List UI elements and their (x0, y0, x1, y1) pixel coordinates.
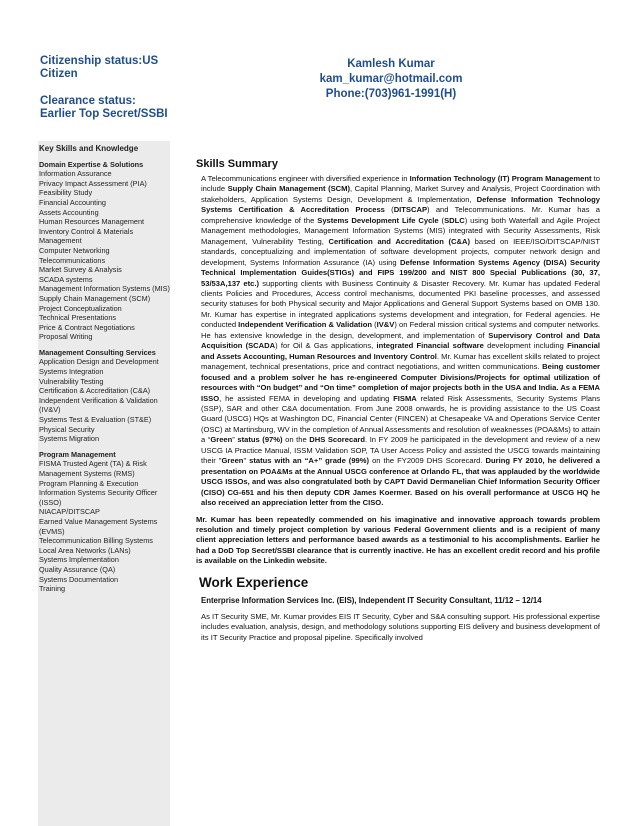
status-block (40, 55, 170, 121)
summary-segment: based on IEEE/ISO/DITSCAP/NIST standards, conceptualizing and implementation of software development projects, computer network design and development, Systems Information Assurance (IA) using (201, 236, 600, 267)
clearance-status: Clearance status: Earlier Top Secret/SSBI (40, 95, 168, 120)
skill-item: Human Resources Management (39, 217, 145, 227)
skill-item: Inventory Control & Materials Management (39, 226, 134, 246)
summary-segment: status (97%) (237, 435, 283, 445)
candidate-name: Kamlesh Kumar (347, 58, 435, 70)
contact-block (296, 57, 486, 102)
summary-segment: DITSCAP (393, 205, 428, 215)
skill-item: Systems Integration (39, 367, 104, 377)
summary-segment: Certification and Accreditation (C&A) (328, 236, 470, 246)
summary-segment: ( (384, 205, 394, 215)
summary-segment: Being customer focused and a problem solver he has re-engineered Computer Divisions/Projects for optimal utilization of resources with “On budget” and “On time” completion of major projects both in the USA and India. As a FEMA ISSO (201, 362, 600, 403)
summary-segment: , Capital Planning, Market Survey and Analysis, Project Coordination with stakeholders, Application Systems Design, Development & Implementation, (201, 184, 600, 204)
summary-segment: on the (282, 435, 310, 445)
summary-segment: Defense Information Systems Agency (DISA) Security Technical Implementation Guides(STIGs) and FIPS 199/200 and NIST 800 Special Publications (30, 37, 53/53A,137 etc.) (201, 257, 600, 288)
citizenship-status: Citizenship status:US Citizen (40, 55, 159, 80)
summary-segment: related Risk Assessments, Security Systems Plans (SSP), SAR and other C&A documentation. From June 2008 onwards, he is providing assistance to the US Coast Guard (USCG) HQs at Washington DC, Financial Center (FINCEN) at Chesapeake VA and Operations Service Center (OSC) at Martinsburg, WV in the completion of Annual Assessments and resolution of weaknesses (POA&Ms) to attain a “ (201, 393, 600, 445)
summary-segment: " (243, 456, 250, 466)
skill-item: Telecommunication Billing Systems (39, 536, 153, 546)
skill-item: Independent Verification & Validation (IV&V) (39, 395, 158, 415)
skill-item: Assets Accounting (39, 207, 99, 217)
skill-item: Financial Accounting (39, 197, 106, 207)
summary-segment: SDLC (444, 215, 465, 225)
skill-item: Supply Chain Management (SCM) (39, 293, 151, 303)
summary-segment: Supervisory Control and Data Acquisition (SCADA (201, 330, 600, 351)
work-experience-heading: Work Experience (199, 574, 309, 590)
skill-item: Application Design and Development (39, 357, 159, 367)
sidebar-section-heading: Domain Expertise & Solutions (39, 159, 144, 169)
summary-segment: During FY 2010, he delivered a presentation on POA&Ms at the Annual USCG conference at Orlando FL, that was applauded by the worldwide USCG ISSOs, and was also congratulated both by CAPT David Dermanelian Chief Information Security Officer (CISO) CG-651 and his then deputy CDR James Koermer. Based on his overall performance at USCG HQ he also received an appreciation letter from the CISO. (201, 456, 601, 508)
skill-item: Market Survey & Analysis (39, 265, 122, 275)
phone: Phone:(703)961-1991(H) (325, 88, 457, 100)
skill-item: Management Information Systems (MIS) (39, 284, 170, 294)
skill-item: Telecommunications (39, 255, 106, 265)
skill-item: NIACAP/DITSCAP (39, 507, 100, 517)
summary-segment: Independent Verification & Validation (238, 320, 372, 330)
skill-item: Price & Contract Negotiations (39, 322, 135, 332)
summary-segment: ) on Federal mission critical systems and computer networks. He has extensive knowledge in the design, development, and implementation of (201, 320, 600, 340)
skill-item: Project Conceptualization (39, 303, 122, 313)
summary-segment: Defense Information Technology Systems Certification & Accreditation Process (201, 194, 600, 215)
job-description: As IT Security SME, Mr. Kumar provides EIS IT Security, Cyber and S&A consulting support. His professional expertise includes evaluation, analysis, design, and methodology solutions supporting EIS delivery and business development of its IT Security Practice and proposal pipeline. Specifically involved (201, 611, 600, 642)
skills-summary-paragraph (201, 174, 600, 509)
summary-segment: Green (221, 456, 244, 466)
sidebar-section-heading: Management Consulting Services (39, 347, 156, 357)
summary-segment: Supply Chain Management (SCM) (227, 184, 350, 194)
summary-segment: Financial and Assets Accounting, Human Resources and Inventory Control (201, 341, 600, 361)
commendation-paragraph: Mr. Kumar has been repeatedly commended on his imaginative and innovative approach towards problem resolution and timely project completion by various Federal Government clients and is a recipient of many client appreciation letters and performance based awards as a testimonial to his accomplishments. Earlier he had a DoD Top Secret/SSBI clearance that is currently inactive. He has an excellent credit record and his profile is available on the Linkedin website. (196, 514, 600, 566)
skill-item: Physical Security (39, 424, 95, 434)
summary-segment: ” (232, 435, 238, 445)
skill-item: Earned Value Management Systems (EVMS) (39, 516, 158, 536)
summary-segment: on the FY2009 DHS Scorecard. (369, 456, 486, 466)
skill-item: Feasibility Study (39, 188, 93, 198)
skill-item: Certification & Accreditation (C&A) (39, 386, 151, 396)
skill-item: Training (39, 584, 66, 594)
summary-segment: ) using both Waterfall and Agile Project Management methodologies, Management Information Systems (MIS) integrated with Security Assessments, Risk Management, Vulnerability Testing, (201, 215, 600, 246)
summary-segment: status with an “A+” grade (99%) (249, 456, 370, 466)
skill-item: Computer Networking (39, 245, 110, 255)
job-title: Enterprise Information Services Inc. (EIS), Independent IT Security Consultant, 11/12 – 12/14 (201, 595, 542, 605)
summary-segment: . In FY 2009 he participated in the development and review of a new USCG IA Practice Manual, ISSM Validation SOP, TA User Access Policy and assisted the USCG towards maintaining their " (201, 435, 600, 466)
summary-segment: DHS Scorecard (309, 435, 366, 445)
summary-segment: . Mr. Kumar has excellent skills related to project management, technical presentations, price and contract negotiations, and written communications. (201, 351, 600, 372)
skill-item: Information Systems Security Officer (ISSO) (39, 488, 158, 507)
skill-item: Quality Assurance (QA) (39, 564, 116, 574)
skill-item: Systems Documentation (39, 574, 119, 584)
summary-segment: ) and Telecommunications. Mr. Kumar has a comprehensive knowledge of the (201, 205, 600, 225)
skill-item: Systems Implementation (39, 555, 119, 565)
main-content (196, 158, 600, 643)
sidebar-title: Key Skills and Knowledge (39, 144, 139, 153)
summary-segment: supporting clients with Business Continuity & Disaster Recovery. Mr. Kumar has updated Federal clients Policies and Procedures, Access control mechanisms, documented PKI baseline processes, and assessed security statuses for both Physical security and Major Applications and General Support Systems based on OMB 130. Mr. Kumar has expertise in integrated applications systems development and integration, for Federal agencies. He conducted (201, 278, 600, 330)
summary-segment: FISMA (393, 393, 417, 403)
skill-item: Vulnerability Testing (39, 376, 104, 386)
summary-segment: , he assisted FEMA in developing and updating (219, 393, 394, 403)
skill-item: Program Planning & Execution (39, 478, 139, 488)
skill-item: Local Area Networks (LANs) (39, 545, 131, 555)
summary-segment: ) for Oil & Gas applications, (275, 341, 377, 351)
skill-item: Proposal Writing (39, 332, 93, 342)
summary-segment: integrated Financial software (376, 341, 484, 351)
summary-segment: ( (371, 320, 377, 330)
summary-segment: Systems Development Life Cycle (317, 215, 439, 225)
skills-summary-heading: Skills Summary (196, 158, 278, 170)
summary-segment: Green (210, 435, 233, 445)
email[interactable]: kam_kumar@hotmail.com (319, 73, 463, 85)
summary-segment: IV&V (376, 320, 395, 330)
skill-item: Systems Migration (39, 434, 100, 444)
sidebar-section (39, 348, 170, 444)
skill-item: SCADA systems (39, 274, 93, 284)
skill-item: FISMA Trusted Agent (TA) & Risk Management Systems (RMS) (39, 459, 147, 478)
summary-segment: Information Technology (IT) Program Management (409, 174, 592, 183)
sidebar-section-heading: Program Management (39, 449, 116, 459)
summary-segment: A Telecommunications engineer with diversified experience in (201, 174, 410, 183)
skills-sidebar (38, 141, 170, 826)
sidebar-section (39, 160, 170, 342)
sidebar-section (39, 450, 170, 594)
skill-item: Information Assurance (39, 169, 112, 179)
summary-segment: development including (483, 341, 568, 351)
summary-segment: ( (438, 215, 445, 225)
summary-segment: to include (201, 174, 600, 194)
skill-item: Privacy Impact Assessment (PIA) (39, 178, 147, 188)
skill-item: Technical Presentations (39, 313, 117, 323)
skill-item: Systems Test & Evaluation (ST&E) (39, 415, 152, 425)
